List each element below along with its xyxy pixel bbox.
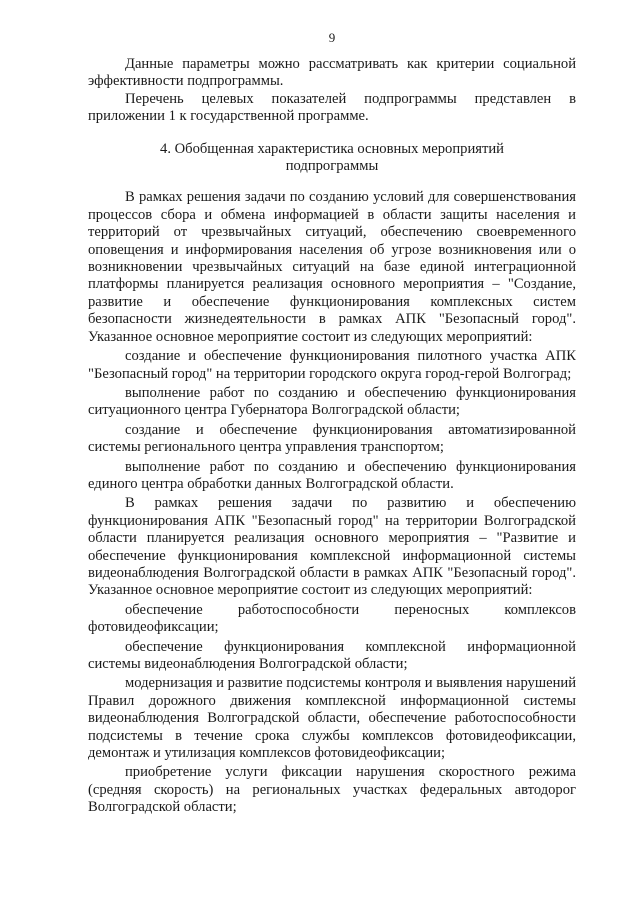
list-item: модернизация и развитие подсистемы контроля и выявления нарушений Правил дорожного движения комплексной информационной системы видеонаблюдения Волгоградской области, обеспечение работоспособности подсистемы в течение срока службы комплексов фотовидеофиксации, демонтаж и утилизация комплексов фотовидеофиксации; [88, 675, 576, 762]
list-item: обеспечение функционирования комплексной информационной системы видеонаблюдения Волгоградской области; [88, 638, 576, 672]
list-item: выполнение работ по созданию и обеспечению функционирования единого центра обработки данных Волгоградской области. [88, 458, 576, 492]
paragraph: В рамках решения задачи по созданию условий для совершенствования процессов сбора и обмена информацией в области защиты населения и территорий от чрезвычайных ситуаций, обеспечению своевременного оповещения и информирования населения об угрозе возникновения или о возникновении чрезвычайных ситуаций на базе единой интеграционной платформы планируется реализация основного мероприятия – "Создание, развитие и обеспечение функционирования комплексных систем безопасности жизнедеятельности в рамках АПК "Безопасный город". Указанное основное мероприятие состоит из следующих мероприятий: [88, 189, 576, 345]
document-page [88, 30, 576, 817]
list-item: обеспечение работоспособности переносных комплексов фотовидеофиксации; [88, 601, 576, 636]
list-item: создание и обеспечение функционирования пилотного участка АПК "Безопасный город" на территории городского округа город-герой Волгоград; [88, 348, 576, 382]
paragraph: Данные параметры можно рассматривать как критерии социальной эффективности подпрограммы. [88, 56, 576, 90]
page-number: 9 [328, 30, 336, 45]
section-heading: 4. Обобщенная характеристика основных мероприятий подпрограммы [160, 140, 504, 175]
paragraph: В рамках решения задачи по развитию и обеспечению функционирования АПК "Безопасный город" на территории Волгоградской области планируется реализация основного мероприятия – "Развитие и обеспечение функционирования комплексной информационной системы видеонаблюдения Волгоградской области в рамках АПК "Безопасный город". Указанное основное мероприятие состоит из следующих мероприятий: [88, 495, 576, 599]
list-item: создание и обеспечение функционирования автоматизированной системы регионального центра управления транспортом; [88, 421, 576, 456]
list-item: приобретение услуги фиксации нарушения скоростного режима (средняя скорость) на региональных участках федеральных автодорог Волгоградской области; [88, 764, 576, 816]
list-item: выполнение работ по созданию и обеспечению функционирования ситуационного центра Губернатора Волгоградской области; [88, 384, 576, 419]
paragraph: Перечень целевых показателей подпрограммы представлен в приложении 1 к государственной программе. [88, 90, 576, 125]
